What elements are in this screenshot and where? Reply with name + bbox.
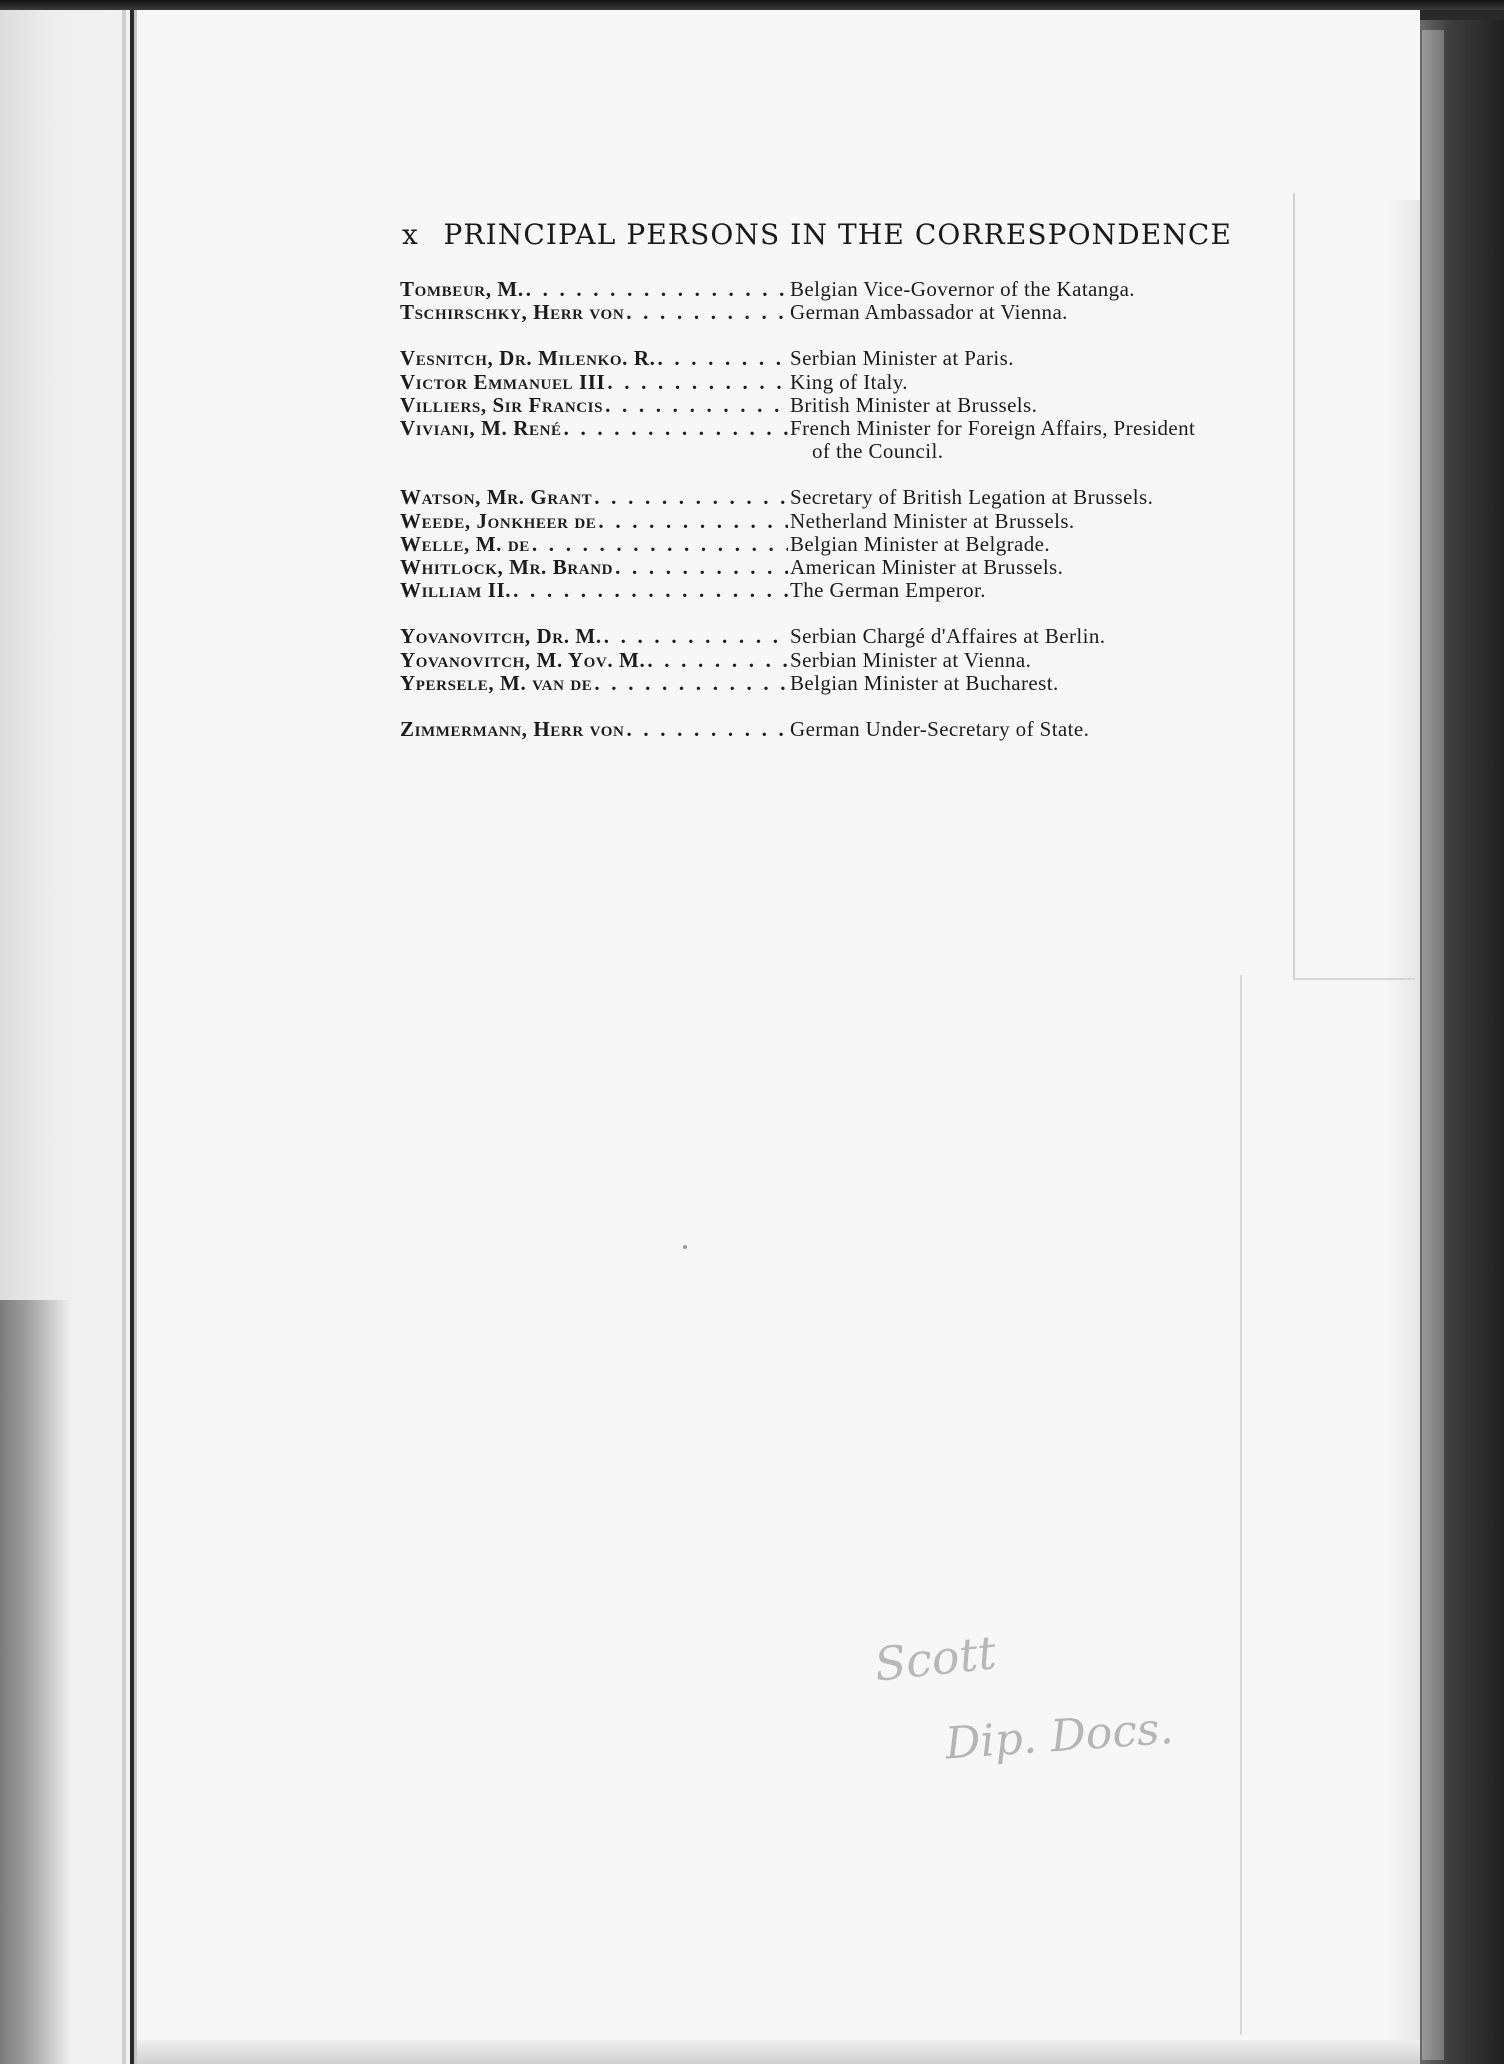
person-description	[790, 510, 1300, 533]
description-text: Belgian Vice-Governor of the Katanga.	[790, 277, 1135, 301]
entry-group	[400, 718, 1300, 741]
person-name: Villiers, Sir Francis	[400, 392, 604, 417]
leader-dots	[615, 556, 788, 579]
leader-dots	[532, 533, 788, 556]
entry-group	[400, 278, 1300, 324]
description-text: Belgian Minister at Belgrade.	[790, 531, 1051, 556]
description-text: Belgian Minister at Bucharest.	[790, 670, 1059, 695]
person-description	[790, 556, 1300, 579]
list-item	[400, 649, 1300, 672]
list-item	[400, 371, 1300, 394]
person-description	[790, 672, 1300, 695]
list-item	[400, 510, 1300, 533]
list-item	[400, 625, 1300, 648]
leader-dots	[526, 278, 788, 301]
list-item	[400, 394, 1300, 417]
left-edge-shadow	[0, 1300, 70, 2064]
running-header	[402, 218, 1232, 251]
description-text: King of Italy.	[790, 369, 908, 394]
handwritten-note	[870, 1625, 1230, 1775]
handwritten-note-line2: Dip. Docs.	[943, 1702, 1176, 1770]
persons-list	[400, 278, 1300, 764]
description-text: Secretary of British Legation at Brussels.	[790, 485, 1154, 510]
entry-group	[400, 347, 1300, 463]
description-text: Serbian Minister at Paris.	[790, 346, 1014, 371]
person-name: William II.	[400, 578, 512, 603]
person-description	[790, 649, 1300, 672]
speck	[683, 1245, 687, 1249]
bottom-page-edge	[137, 2040, 1420, 2064]
person-name: Viviani, M. René	[400, 416, 562, 441]
list-item	[400, 278, 1300, 301]
person-name: Yovanovitch, Dr. M.	[400, 624, 602, 649]
list-item	[400, 417, 1300, 463]
person-description	[790, 371, 1300, 394]
list-item	[400, 579, 1300, 602]
person-name: Vesnitch, Dr. Milenko. R.	[400, 346, 656, 371]
description-text: Serbian Minister at Vienna.	[790, 647, 1032, 672]
list-item	[400, 486, 1300, 509]
leader-dots	[513, 579, 788, 602]
list-item	[400, 556, 1300, 579]
description-text: French Minister for Foreign Affairs, President	[790, 416, 1196, 441]
top-scan-shadow	[0, 0, 1504, 10]
person-name: Victor Emmanuel III	[400, 369, 606, 394]
person-name: Zimmermann, Herr von	[400, 717, 625, 742]
page-title: PRINCIPAL PERSONS IN THE CORRESPONDENCE	[443, 218, 1232, 251]
entry-group	[400, 486, 1300, 602]
person-description	[790, 718, 1300, 741]
leader-dots	[604, 625, 788, 648]
description-continuation: of the Council.	[812, 439, 944, 464]
person-name: Whitlock, Mr. Brand	[400, 555, 614, 580]
leader-dots	[594, 672, 788, 695]
page-edge-line	[122, 0, 126, 2064]
list-item	[400, 718, 1300, 741]
person-name: Yovanovitch, M. Yov. M.	[400, 647, 646, 672]
leader-dots	[647, 649, 788, 672]
description-text: German Under-Secretary of State.	[790, 717, 1090, 742]
person-name: Tschirschky, Herr von	[400, 300, 625, 325]
person-description	[790, 579, 1300, 602]
person-name: Watson, Mr. Grant	[400, 485, 593, 510]
entry-group	[400, 625, 1300, 695]
description-text: The German Emperor.	[790, 578, 986, 603]
person-name: Ypersele, M. van de	[400, 670, 593, 695]
description-text: American Minister at Brussels.	[790, 555, 1064, 580]
person-description	[790, 278, 1300, 301]
description-text: German Ambassador at Vienna.	[790, 300, 1068, 325]
leader-dots	[564, 417, 788, 440]
person-description	[790, 301, 1300, 324]
leader-dots	[605, 394, 788, 417]
list-item	[400, 533, 1300, 556]
person-name: Welle, M. de	[400, 531, 530, 556]
person-description	[790, 625, 1300, 648]
person-description	[790, 394, 1300, 417]
list-item	[400, 347, 1300, 370]
leader-dots	[594, 486, 788, 509]
description-text: Netherland Minister at Brussels.	[790, 508, 1075, 533]
leader-dots	[607, 371, 788, 394]
description-text: Serbian Chargé d'Affaires at Berlin.	[790, 624, 1106, 649]
person-name: Weede, Jonkheer de	[400, 508, 597, 533]
paper-tab-outline	[1293, 193, 1415, 980]
list-item	[400, 672, 1300, 695]
person-description	[790, 347, 1300, 370]
binding-highlight	[1422, 30, 1444, 2060]
leader-dots	[598, 510, 788, 533]
leader-dots	[657, 347, 788, 370]
handwritten-note-line1: Scott	[871, 1625, 999, 1692]
description-text: British Minister at Brussels.	[790, 392, 1038, 417]
page-number: x	[402, 218, 419, 251]
list-item	[400, 301, 1300, 324]
leader-dots	[626, 301, 788, 324]
person-description	[790, 533, 1300, 556]
paper-crease-line	[1240, 975, 1242, 2035]
person-description	[790, 417, 1300, 463]
person-name: Tombeur, M.	[400, 277, 524, 301]
leader-dots	[626, 718, 788, 741]
person-description	[790, 486, 1300, 509]
